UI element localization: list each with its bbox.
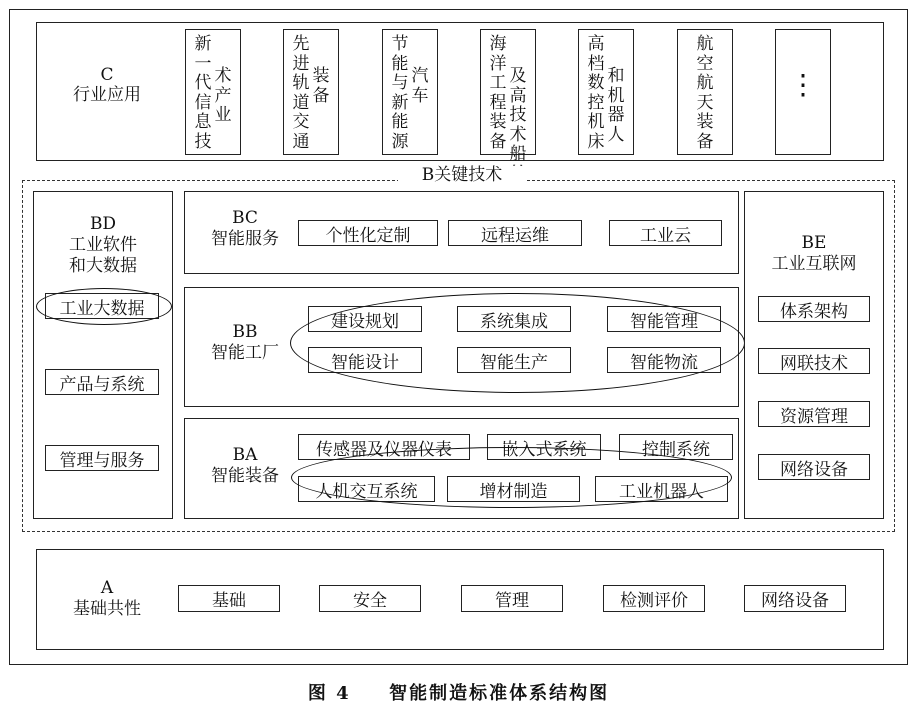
a-item-testing-evaluation: 检测评价 bbox=[603, 585, 705, 612]
figure-caption bbox=[0, 684, 917, 705]
bc-code: BC bbox=[232, 208, 258, 228]
a-item-management: 管理 bbox=[461, 585, 563, 612]
a-item-security: 安全 bbox=[319, 585, 421, 612]
bd-name-line1: 工业软件 bbox=[69, 235, 137, 255]
bb-item-smart-production: 智能生产 bbox=[457, 347, 571, 373]
a-layer-label bbox=[52, 578, 162, 620]
c-industry-text-col1: 新 一 代 信 息 技 bbox=[194, 34, 212, 152]
c-industry-text-col2: 术 产 业 bbox=[214, 66, 232, 125]
c-industry-text-col1: 先 进 轨 道 交 通 bbox=[292, 34, 310, 152]
c-layer-name: 行业应用 bbox=[73, 84, 141, 105]
be-item-resource-management: 资源管理 bbox=[758, 401, 870, 427]
bb-item-smart-design: 智能设计 bbox=[308, 347, 422, 373]
b-key-tech-title: B关键技术 bbox=[398, 166, 526, 186]
c-industry-text-col2: 装 备 bbox=[312, 66, 330, 106]
be-item-networking-tech: 网联技术 bbox=[758, 348, 870, 374]
c-industry-text-col1: 高 档 数 控 机 床 bbox=[587, 34, 605, 152]
ba-item-industrial-robots: 工业机器人 bbox=[595, 476, 728, 502]
bc-item-remote-ops: 远程运维 bbox=[448, 220, 582, 246]
ba-highlight-ellipse bbox=[291, 447, 732, 508]
c-industry-more-ellipsis: ⋮ bbox=[789, 68, 817, 101]
ba-item-control-systems: 控制系统 bbox=[619, 434, 733, 460]
c-industry-text-col1: 海 洋 工 程 装 备 bbox=[489, 34, 507, 152]
ba-item-embedded-systems: 嵌入式系统 bbox=[487, 434, 601, 460]
bb-item-smart-management: 智能管理 bbox=[607, 306, 721, 332]
ba-label bbox=[195, 445, 295, 487]
c-industry-text-col2: 和 机 器 人 bbox=[607, 66, 625, 145]
bc-item-customization: 个性化定制 bbox=[298, 220, 438, 246]
bd-label bbox=[33, 214, 173, 277]
c-layer-label bbox=[52, 66, 162, 105]
bd-item-products-systems: 产品与系统 bbox=[45, 369, 159, 395]
bb-name: 智能工厂 bbox=[211, 343, 279, 363]
a-item-network-devices: 网络设备 bbox=[744, 585, 846, 612]
c-layer-code: C bbox=[100, 65, 114, 85]
c-industry-text-col1: 航 空 航 天 装 备 bbox=[696, 34, 714, 152]
bb-item-construction-planning: 建设规划 bbox=[308, 306, 422, 332]
be-name: 工业互联网 bbox=[771, 254, 857, 274]
bb-label bbox=[195, 322, 295, 364]
bb-code: BB bbox=[232, 322, 258, 342]
bd-name-line2: 和大数据 bbox=[69, 256, 137, 276]
a-layer-code: A bbox=[100, 578, 114, 598]
bd-item-management-service: 管理与服务 bbox=[45, 445, 159, 471]
ba-item-additive-manufacturing: 增材制造 bbox=[447, 476, 580, 502]
figure-number: 图 4 bbox=[307, 683, 351, 704]
ba-item-hmi-systems: 人机交互系统 bbox=[298, 476, 435, 502]
be-item-architecture: 体系架构 bbox=[758, 296, 870, 322]
c-industry-text-col2: 汽 车 bbox=[411, 66, 429, 106]
figure-title: 智能制造标准体系结构图 bbox=[389, 683, 610, 704]
bb-highlight-ellipse bbox=[290, 293, 745, 393]
ba-name: 智能装备 bbox=[211, 466, 279, 486]
bd-highlight-ellipse bbox=[36, 288, 172, 325]
bb-item-system-integration: 系统集成 bbox=[457, 306, 571, 332]
be-item-network-devices: 网络设备 bbox=[758, 454, 870, 480]
bb-item-smart-logistics: 智能物流 bbox=[607, 347, 721, 373]
bc-item-industrial-cloud: 工业云 bbox=[609, 220, 722, 246]
c-industry-text-col2: 及 高 技 术 船 bbox=[509, 66, 527, 164]
bc-label bbox=[195, 208, 295, 250]
be-label bbox=[744, 233, 884, 275]
ba-code: BA bbox=[232, 445, 258, 465]
bd-code: BD bbox=[89, 214, 117, 234]
c-industry-text-col1: 节 能 与 新 能 源 bbox=[391, 34, 409, 152]
a-item-basics: 基础 bbox=[178, 585, 280, 612]
a-layer-name: 基础共性 bbox=[73, 599, 141, 619]
be-code: BE bbox=[801, 233, 827, 253]
ba-item-sensors-instruments: 传感器及仪器仪表 bbox=[298, 434, 470, 460]
bd-item-industrial-big-data: 工业大数据 bbox=[45, 293, 159, 319]
c-layer-box bbox=[36, 22, 884, 161]
bc-name: 智能服务 bbox=[211, 229, 279, 249]
